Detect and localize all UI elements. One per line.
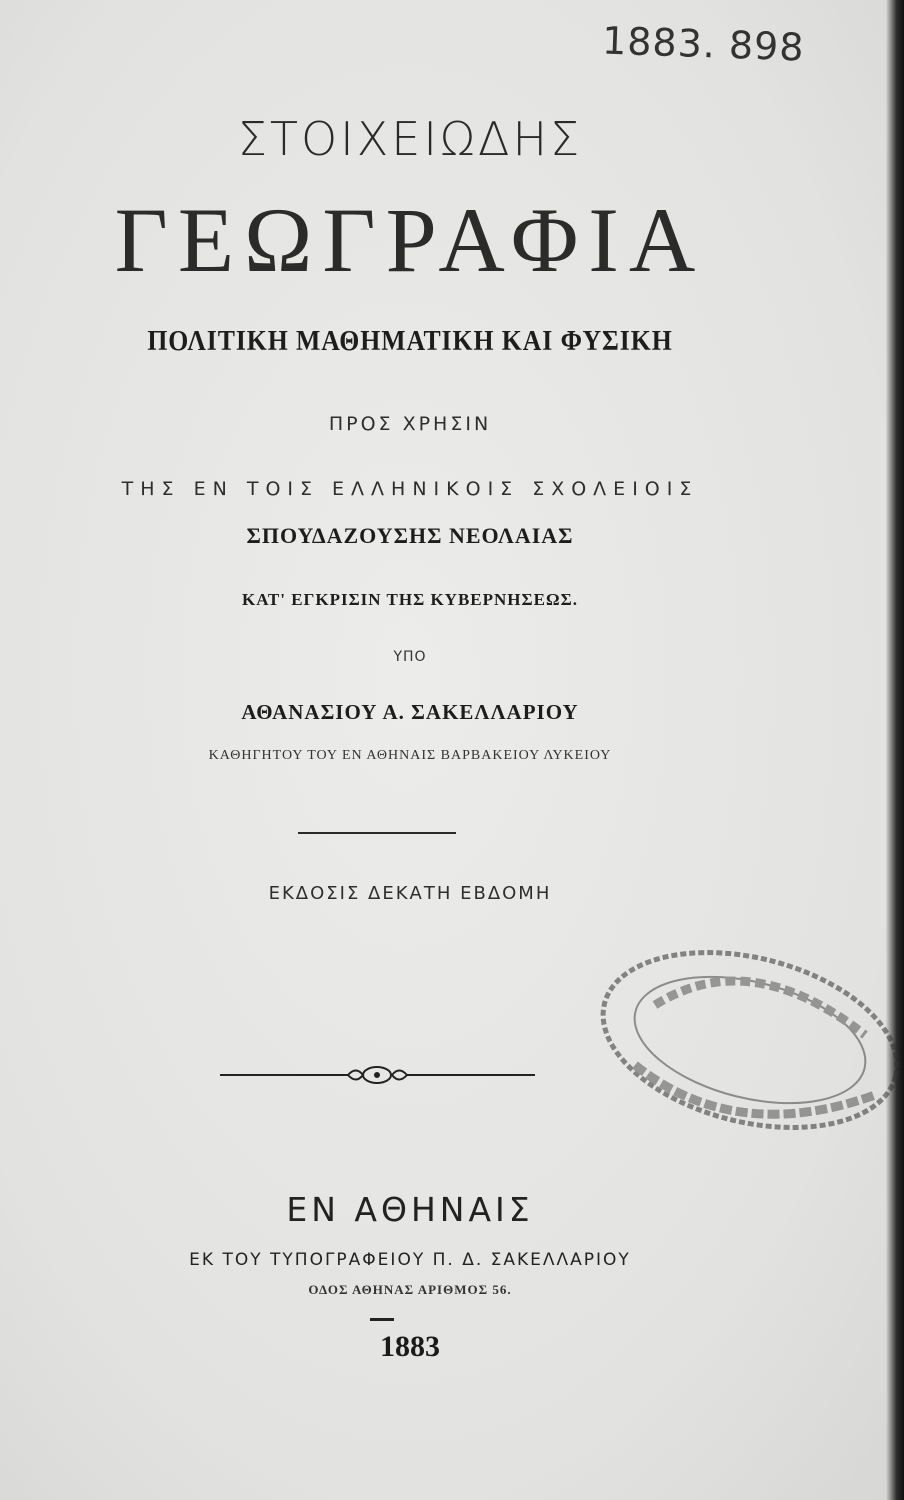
printer-stamp-seal bbox=[585, 945, 904, 1145]
dedication-line-2: ΤΗΣ ΕΝ ΤΟΙΣ ΕΛΛΗΝΙΚΟΙΣ ΣΧΟΛΕΙΟΙΣ bbox=[121, 478, 699, 500]
subtitle: ΠΟΛΙΤΙΚΗ ΜΑΘΗΜΑΤΙΚΗ ΚΑΙ ΦΥΣΙΚΗ bbox=[147, 326, 673, 357]
small-rule bbox=[370, 1318, 394, 1321]
page-edge-shadow bbox=[886, 0, 904, 1500]
imprint-city: ΕΝ ΑΘΗΝΑΙΣ bbox=[286, 1190, 534, 1229]
author-position: ΚΑΘΗΓΗΤΟΥ ΤΟΥ ΕΝ ΑΘΗΝΑΙΣ ΒΑΡΒΑΚΕΙΟΥ ΛΥΚΕΙΟΥ bbox=[208, 748, 612, 763]
title-line-2: ΓΕΩΓΡΑΦΙΑ bbox=[114, 189, 706, 291]
title-line-1: ΣΤΟΙΧΕΙΩΔΗΣ bbox=[237, 112, 583, 166]
imprint-printer: ΕΚ ΤΟΥ ΤΥΠΟΓΡΑΦΕΙΟΥ Π. Δ. ΣΑΚΕΛΛΑΡΙΟΥ bbox=[189, 1250, 631, 1270]
dedication-line-1: ΠΡΟΣ ΧΡΗΣΙΝ bbox=[328, 413, 492, 435]
imprint-year: 1883 bbox=[380, 1330, 440, 1363]
author-name: ΑΘΑΝΑΣΙΟΥ Α. ΣΑΚΕΛΛΑΡΙΟΥ bbox=[241, 700, 579, 724]
divider-rule bbox=[298, 832, 456, 834]
author-by: ΥΠΟ bbox=[393, 649, 427, 665]
catalog-number: 1883. 898 bbox=[601, 18, 806, 70]
ornamental-divider bbox=[220, 1062, 535, 1088]
edition: ΕΚΔΟΣΙΣ ΔΕΚΑΤΗ ΕΒΔΟΜΗ bbox=[268, 883, 552, 904]
dedication-line-4: ΚΑΤ' ΕΓΚΡΙΣΙΝ ΤΗΣ ΚΥΒΕΡΝΗΣΕΩΣ. bbox=[242, 590, 578, 609]
dedication-line-3: ΣΠΟΥΔΑΖΟΥΣΗΣ ΝΕΟΛΑΙΑΣ bbox=[246, 523, 574, 548]
imprint-address: ΟΔΟΣ ΑΘΗΝΑΣ ΑΡΙΘΜΟΣ 56. bbox=[308, 1282, 512, 1297]
